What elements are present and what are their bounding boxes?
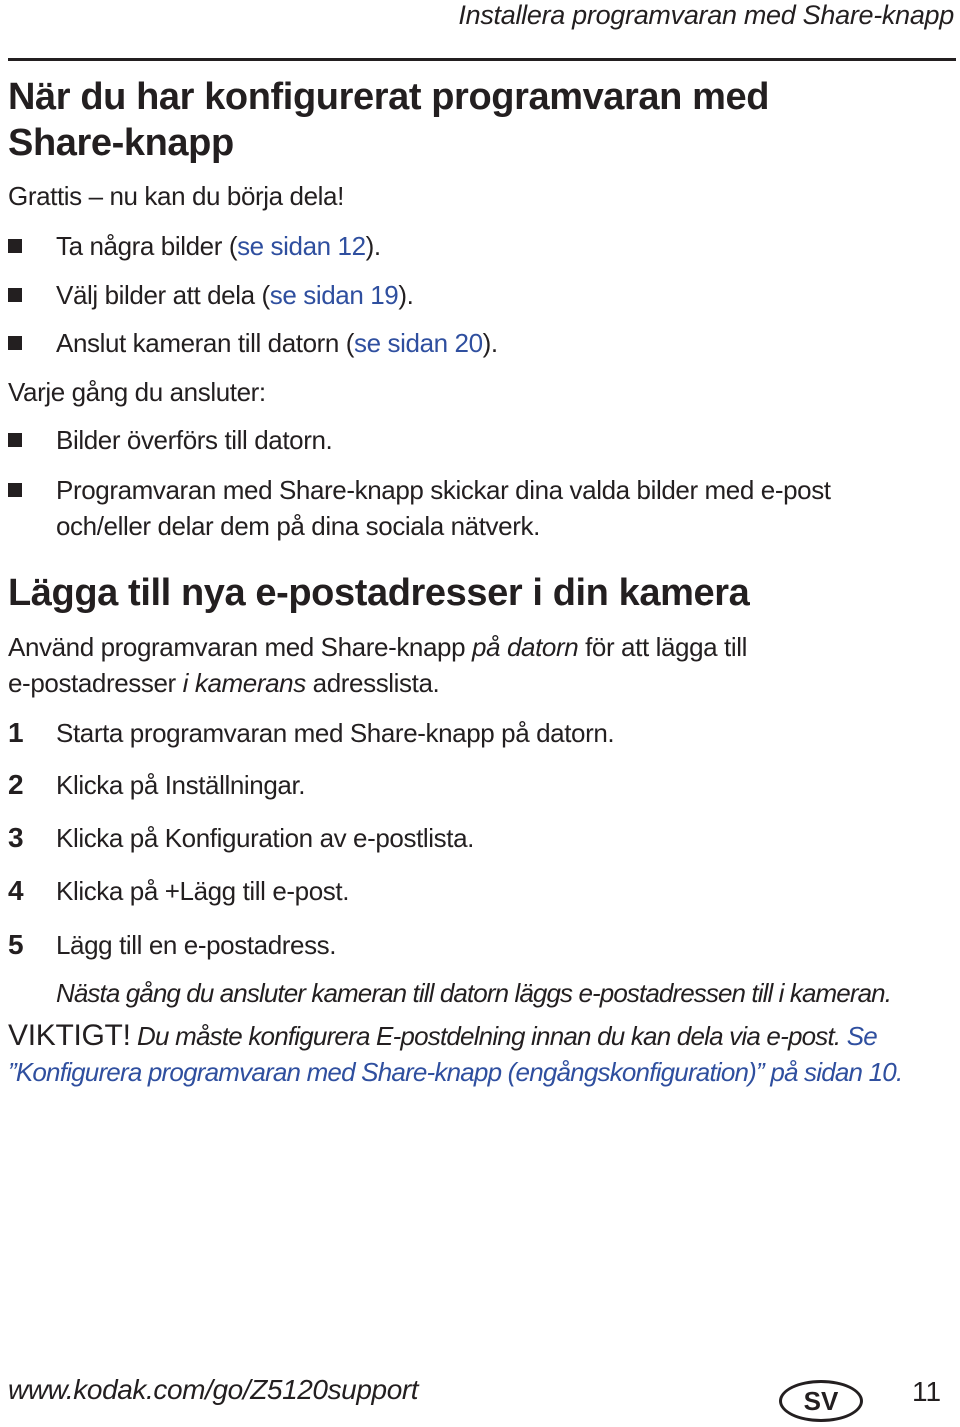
step-number: 2 xyxy=(8,769,24,800)
heading-line-2: Share-knapp xyxy=(8,122,234,164)
step-number: 3 xyxy=(8,822,24,853)
each-time-text: Varje gång du ansluter: xyxy=(8,377,266,407)
running-head: Installera programvaran med Share-knapp xyxy=(458,0,954,30)
intro-text: Grattis – nu kan du börja dela! xyxy=(8,181,344,211)
section2-intro: Använd programvaran med Share-knapp på datorn för att lägga till e-postadresser i kamerans adresslista. xyxy=(8,632,747,698)
heading-line-1: När du har konfigurerat programvaran med xyxy=(8,76,770,118)
list-item: Bilder överförs till datorn. xyxy=(56,425,333,455)
page-link[interactable]: se sidan 12 xyxy=(237,231,366,261)
step-text: Lägg till en e-postadress. xyxy=(56,930,337,960)
support-url-link[interactable]: www.kodak.com/go/Z5120support xyxy=(8,1374,419,1405)
language-badge: SV xyxy=(779,1380,863,1422)
step-text: Klicka på +Lägg till e-post. xyxy=(56,876,350,906)
step-note: Nästa gång du ansluter kameran till datorn läggs e-postadressen till i kameran. xyxy=(56,978,892,1008)
square-bullet-icon xyxy=(8,483,22,497)
important-label: VIKTIGT! xyxy=(8,1019,131,1052)
square-bullet-icon xyxy=(8,239,22,253)
step-number: 5 xyxy=(8,929,24,960)
page-link[interactable]: se sidan 20 xyxy=(354,328,483,358)
step-number: 1 xyxy=(8,717,24,748)
step-number: 4 xyxy=(8,875,24,906)
step-text: Klicka på Konfiguration av e-postlista. xyxy=(56,823,474,853)
square-bullet-icon xyxy=(8,288,22,302)
cross-reference-link[interactable]: Se xyxy=(846,1021,877,1051)
cross-reference-link[interactable]: ”Konfigurera programvaran med Share-knapp (engångskonfiguration)” på sidan 10. xyxy=(8,1057,903,1087)
list-item: Välj bilder att dela (se sidan 19). xyxy=(56,280,414,310)
list-item: Ta några bilder (se sidan 12). xyxy=(56,231,381,261)
square-bullet-icon xyxy=(8,433,22,447)
step-text: Starta programvaran med Share-knapp på datorn. xyxy=(56,718,615,748)
page-number: 11 xyxy=(912,1376,942,1407)
list-item: Programvaran med Share-knapp skickar dina valda bilder med e-post och/eller delar dem på dina sociala nätverk. xyxy=(56,475,831,541)
section-heading-add-email xyxy=(8,570,953,616)
square-bullet-icon xyxy=(8,336,22,350)
step-text: Klicka på Inställningar. xyxy=(56,770,306,800)
page-link[interactable]: se sidan 19 xyxy=(269,280,399,310)
section-heading-configured xyxy=(8,74,953,166)
header-rule xyxy=(8,58,956,61)
important-note: VIKTIGT! Du måste konfigurera E-postdelning innan du kan dela via e-post. Se ”Konfigurera programvaran med Share-knapp (engångskonfiguration)” på sidan 10. xyxy=(8,1019,903,1087)
heading-add-email: Lägga till nya e-postadresser i din kamera xyxy=(8,572,750,614)
list-item: Anslut kameran till datorn (se sidan 20). xyxy=(56,328,498,358)
